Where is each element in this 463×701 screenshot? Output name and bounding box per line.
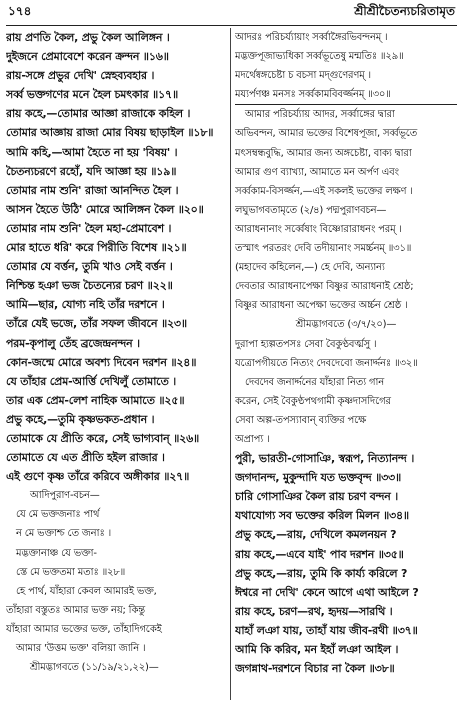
left-column-line: যাঁহারা আমার ভক্তের ভক্ত, তাঁহাদিগকেই bbox=[6, 623, 162, 635]
left-column-line: আসন হৈতে উঠি' মোরে আলিঙ্গন কৈল ॥২০॥ bbox=[6, 202, 204, 216]
left-column-line: হে পার্থ, যাঁহারা কেবল আমারই ভক্ত, bbox=[16, 585, 157, 597]
left-column-line: শ্রীমদ্ভাগবতে (১১/১৯/২১,২২)— bbox=[30, 662, 159, 674]
right-column-line: যত্রোপগীয়তে নিত্যং দেবদেবো জনার্দ্দনঃ ॥৩২॥ bbox=[235, 357, 418, 369]
right-column bbox=[231, 28, 457, 700]
left-column-line: তার এক প্রেম-লেশ নাহিক আমাতে ॥২৫॥ bbox=[6, 393, 185, 407]
left-column-line: রায় প্রণতি কৈল, প্রভু কৈল আলিঙ্গন । bbox=[6, 31, 170, 44]
left-column-line: এই গুণে কৃষ্ণ তাঁরে করিবে অঙ্গীকার ॥২৭॥ bbox=[6, 470, 190, 484]
right-column-line: পুরী, ভারতী-গোসাঞি, স্বরূপ, নিত্যানন্দ । bbox=[235, 452, 415, 466]
left-column-line: আমার 'উত্তম ভক্ত' বলিয়া জানি । bbox=[16, 643, 146, 654]
right-column-line: লঘুভাগবতামৃতে (২/৪) পদ্মপুরাণবচন— bbox=[235, 204, 387, 216]
left-column-line: মোর হাতে ধরি' করে পিরীতি বিশেষ ॥২১॥ bbox=[6, 241, 187, 255]
left-column-line: রায় কহে,—তোমার আজ্ঞা রাজাকে কহিল । bbox=[6, 107, 191, 121]
page-number: ১৭৪ bbox=[8, 4, 32, 18]
right-column-line: সর্ব্বকাম-বিসর্জ্জন,—এই সকলই ভক্তের লক্ষণ । bbox=[235, 185, 413, 197]
right-column-line: আমার পরিচর্য্যায় আদর, সর্ব্বাঙ্গের দ্বারা bbox=[245, 109, 395, 121]
right-column-line: করেন, সেই বৈকুণ্ঠপথগামী কৃষ্ণদাসদিগের bbox=[235, 395, 391, 407]
right-column-line: তস্মাৎ পরতরং দেবি তদীয়ানাং সমর্চ্চনম্ ॥৩১॥ bbox=[235, 243, 412, 255]
right-column-line: আমি কি করিব, মন ইহাঁ লঞা আইল । bbox=[235, 643, 399, 656]
right-column-line: আরাধনানাং সর্ব্বেষাং বিষ্ণোরারাধনং পরম্ । bbox=[235, 223, 402, 235]
right-column-line: মদর্থেষ্বঙ্গচেষ্টা চ বচসা মদ্গুণেরণম্ । bbox=[235, 70, 371, 82]
right-column-line: আমার গুণ ব্যাখ্যা, আমাতে মন অর্পণ এবং bbox=[235, 166, 399, 178]
right-column-line: জগন্নাথ-দরশনে বিচার না কৈল ॥৩৮॥ bbox=[235, 662, 395, 676]
right-column-line: দুরাপা হ্যল্পতপসঃ সেবা বৈকুণ্ঠবর্ত্মসু । bbox=[235, 338, 377, 350]
right-column-line: যাহাঁ লঞা যায়, তাহাঁ যায় জীব-রথী ॥৩৭॥ bbox=[235, 623, 418, 637]
right-column-line: মৎসম্বন্ধবুদ্ধি, আমার জন্য অঙ্গচেষ্টা, বাক্য দ্বারা bbox=[235, 147, 412, 159]
right-column-line: আদরঃ পরিচর্য্যায়াং সর্ব্বাঙ্গৈরভিবন্দনম্ । bbox=[235, 32, 388, 43]
left-column-line: স্তে মে ভক্ততমা মতাঃ ॥২৮॥ bbox=[16, 566, 126, 578]
right-column-line: দেবতার আরাধনাপেক্ষা বিষ্ণুর আরাধনাই শ্রেষ্ঠ; bbox=[235, 281, 414, 293]
left-column-line: প্রভু কহে,—তুমি কৃষ্ণভকত-প্রধান । bbox=[6, 412, 155, 426]
left-column-line: চৈতন্যচরণে রহোঁ, যদি আজ্ঞা হয় ॥১৯॥ bbox=[6, 164, 177, 178]
right-column-line: (মহাদেব কহিলেন,—) হে দেবি, অন্যান্য bbox=[235, 262, 385, 274]
text-columns bbox=[6, 28, 457, 700]
right-column-line: সেবা অল্প-তপস্যাবান্ ব্যক্তির পক্ষে bbox=[235, 414, 367, 426]
left-column-line: কোন-জন্মে মোরে অবশ্য দিবেন দরশন ॥২৪॥ bbox=[6, 355, 197, 369]
left-column-line: আমি—ছার, যোগ্য নহি তাঁর দরশনে । bbox=[6, 298, 165, 312]
left-column-line: তোমাকে যে প্রীতি করে, সেই ভাগ্যবান্ ॥২৬॥ bbox=[6, 431, 200, 445]
left-column-line: নিশ্চিন্ত হঞা ভজ চৈতন্যের চরণ ॥২২॥ bbox=[6, 279, 173, 293]
right-column-line: দেবদেব জনার্দ্দনের যাঁহারা নিত্য গান bbox=[245, 376, 385, 388]
left-column-line: আদিপুরাণ-বচন— bbox=[30, 490, 100, 502]
left-column-line: মদ্ভক্তানাঞ্চ যে ভক্তা- bbox=[16, 547, 97, 559]
left-column-line: সর্ব্ব ভক্তগণের মনে হৈল চমৎকার ॥১৭॥ bbox=[6, 88, 178, 102]
right-column-line: অভিবন্দন, আমার ভক্তের বিশেষপূজা, সর্ব্বভূতে bbox=[235, 128, 418, 140]
right-column-line: অপ্রাপ্য । bbox=[235, 433, 270, 445]
left-column-line: তাঁরে যেই ভজে, তাঁর সফল জীবনে ॥২৩॥ bbox=[6, 317, 187, 331]
left-column-line: তোমার নাম শুনি' হৈল মহা-প্রেমাবেশ । bbox=[6, 221, 172, 235]
left-column-line: তোমার আজ্ঞায় রাজা মোর বিষয় ছাড়াইল ॥১৮॥ bbox=[6, 126, 214, 140]
left-column-line: তোমার যে বর্ত্তন, তুমি খাও সেই বর্ত্তন । bbox=[6, 260, 173, 274]
right-column-line: শ্রীমদ্ভাগবতে (৩/৭/২০)— bbox=[295, 319, 397, 331]
running-title: শ্রীশ্রীচৈতন্যচরিতামৃত bbox=[354, 4, 455, 18]
left-column-line: দুইজনে প্রেমাবেশে করেন ক্রন্দন ॥১৬॥ bbox=[6, 50, 169, 64]
right-column-line: প্রভু কহে,—রায়, তুমি কি কার্য্য করিলে ? bbox=[235, 566, 408, 580]
left-column-line: তোমার নাম শুনি' রাজা আনন্দিত হৈল । bbox=[6, 183, 179, 197]
left-column-line: পরম-কৃপালু তেঁহ ব্রজেন্দ্রনন্দন । bbox=[6, 336, 140, 350]
right-column-line: যথাযোগ্য সব ভক্তের করিল মিলন ॥৩৪॥ bbox=[235, 509, 409, 523]
left-column-line: যে মে ভক্তজনাঃ পার্থ bbox=[16, 509, 100, 521]
left-column-line: তোমাতে যে এত প্রীতি হইল রাজার । bbox=[6, 451, 165, 465]
right-column-line: রায় কহে, চরণ—রথ, হৃদয়—সারথি । bbox=[235, 604, 393, 618]
left-column-line: যে তাঁহার প্রেম-আর্ত্তি দেখিলুঁ তোমাতে । bbox=[6, 374, 177, 388]
page-header bbox=[6, 4, 457, 26]
right-column-line: মদ্ভক্তপূজাভ্যধিকা সর্ব্বভূতেষু মন্মতিঃ ॥২৯॥ bbox=[235, 51, 404, 63]
right-column-line: ময্যর্পণঞ্চ মনসঃ সর্ব্বকামবিবর্জ্জনম্ ॥৩০॥ bbox=[235, 85, 457, 105]
left-column bbox=[6, 28, 231, 700]
right-column-line: বিষ্ণুর আরাধনা অপেক্ষা ভক্তের অর্চ্চন শ্রেষ্ঠ । bbox=[235, 300, 408, 312]
right-column-line: ঈশ্বরে না দেখি' কেনে আগে এথা আইলে ? bbox=[235, 585, 419, 599]
left-column-line: আমি কহি,—আমা হৈতে না হয় 'বিষয়' । bbox=[6, 145, 178, 159]
right-column-line: চারি গোসাঞির কৈল রায় চরণ বন্দন । bbox=[235, 490, 398, 504]
right-column-line: জগদানন্দ, মুকুন্দাদি যত ভক্তবৃন্দ ॥৩৩॥ bbox=[235, 471, 402, 485]
left-column-line: ন মে ভক্তাশ্চ তে জনাঃ । bbox=[16, 528, 111, 540]
left-column-line: তাঁহারা বস্তুতঃ আমার ভক্ত নয়; কিন্তু bbox=[6, 604, 146, 616]
right-column-line: প্রভু কহে,—রায়, দেখিলে কমলনয়ন ? bbox=[235, 528, 397, 542]
left-column-line: রায়-সঙ্গে প্রভুর দেখি' স্নেহব্যবহার । bbox=[6, 69, 155, 83]
right-column-line: রায় কহে,—এবে যাই' পাব দরশন ॥৩৫॥ bbox=[235, 547, 404, 561]
